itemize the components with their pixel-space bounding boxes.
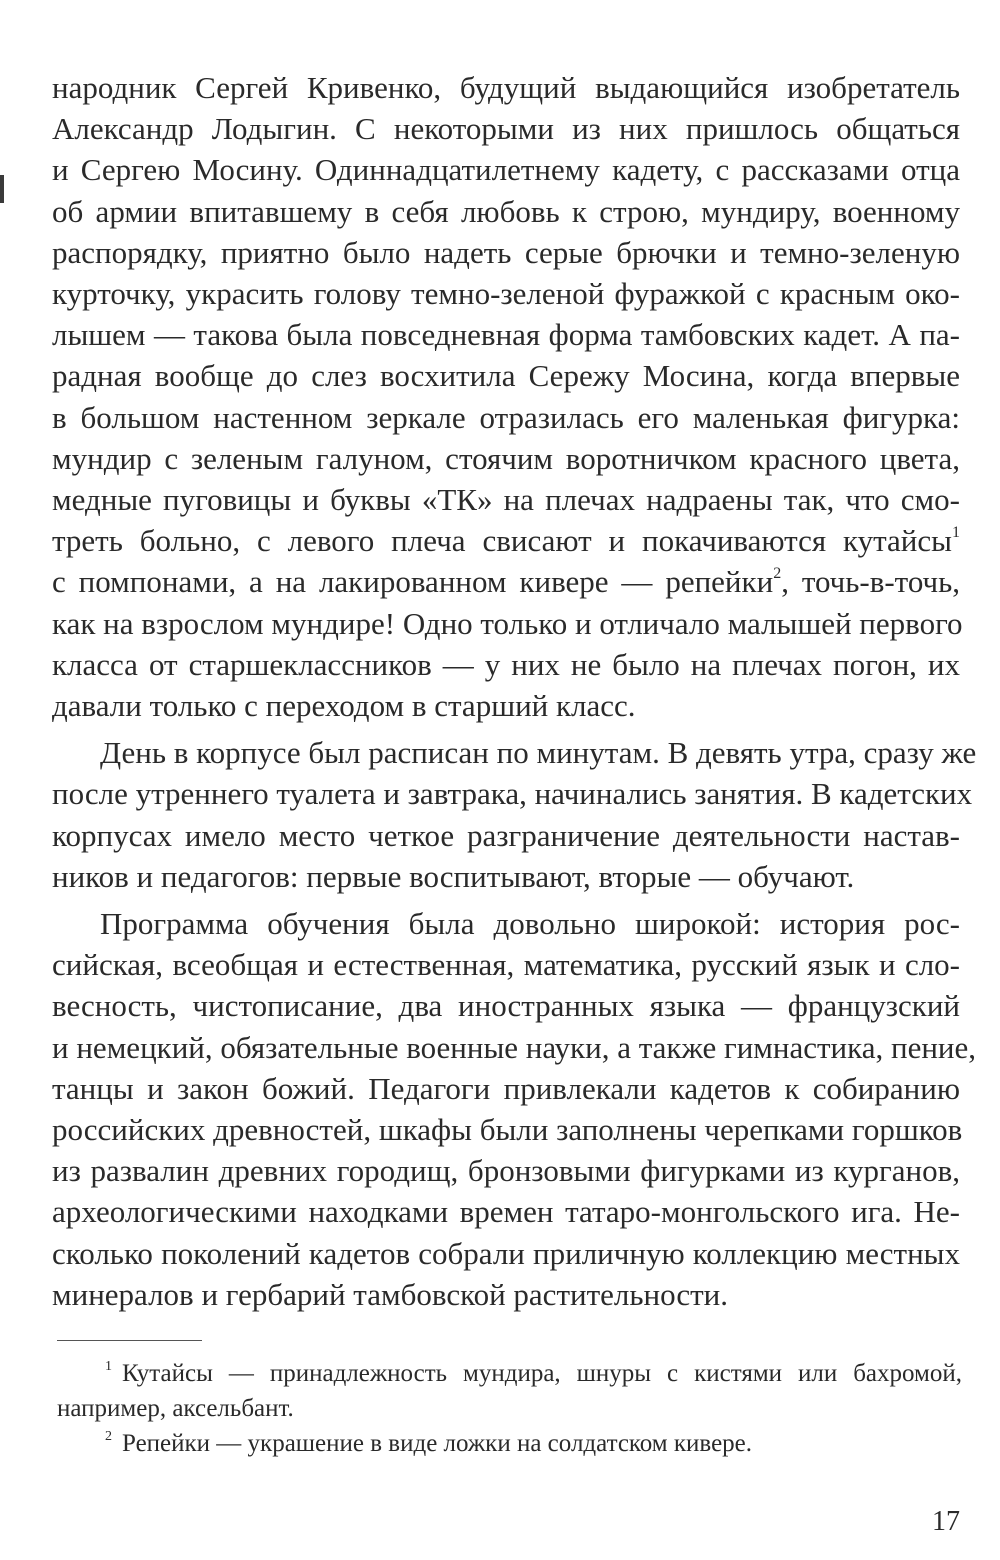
text-line: танцы и закон божий. Педагоги привлекали кадетов к собиранию (52, 1070, 960, 1106)
text-line: из развалин древних городищ, бронзовыми фигурками из курганов, (52, 1153, 960, 1189)
text-line: сколько поколений кадетов собрали приличную коллекцию местных (52, 1235, 960, 1271)
text-segment: , точь-в-точь, (781, 564, 960, 600)
text-line: медные пуговицы и буквы «ТК» на плечах надраены так, что смо- (52, 482, 960, 518)
scan-edge-mark (0, 175, 4, 203)
main-text (52, 67, 977, 1315)
text-line: распорядку, приятно было надеть серые брючки и темно-зеленую (52, 234, 960, 270)
footnote-mark: 2 (105, 1429, 112, 1444)
text-segment: с помпонами, а на лакированном кивере — репейки (52, 564, 774, 600)
text-line: после утреннего туалета и завтрака, начинались занятия. В кадетских (52, 776, 973, 812)
footnote-text: Репейки — украшение в виде ложки на солдатском кивере. (122, 1430, 753, 1457)
text-line: как на взрослом мундире! Одно только и отличало малышей первого (52, 605, 963, 641)
text-line: День в корпусе был расписан по минутам. В девять утра, сразу же (100, 735, 977, 771)
text-line: российских древностей, шкафы были заполнены черепками горшков (52, 1112, 963, 1148)
text-line-with-footnote-ref (52, 520, 960, 561)
text-line: класса от старшеклассников — у них не было на плечах погон, их (52, 646, 960, 682)
text-line: сийская, всеобщая и естественная, математика, русский язык и сло- (52, 947, 960, 983)
text-line: весность, чистописание, два иностранных языка — французский (52, 988, 960, 1024)
text-line: ников и педагогов: первые воспитывают, вторые — обучают. (52, 858, 855, 894)
text-line: мундир с зеленым галуном, стоячим воротничком красного цвета, (52, 440, 960, 476)
text-line: и Сергею Мосину. Одиннадцатилетнему кадету, с рассказами отца (52, 152, 960, 188)
paragraph-2 (52, 732, 977, 897)
text-segment: треть больно, с левого плеча свисают и покачиваются кутайсы (52, 523, 952, 559)
text-line: курточку, украсить голову темно-зеленой фуражкой с красным око- (52, 276, 960, 312)
paragraph-1 (52, 67, 963, 726)
footnote-ref-2[interactable]: 2 (773, 565, 782, 583)
text-line: об армии впитавшему в себя любовь к строю, мундиру, военному (52, 193, 960, 229)
text-line: корпусах имело место четкое разграничение деятельности настав- (52, 817, 960, 853)
text-line: минералов и гербарий тамбовской растительности. (52, 1276, 729, 1312)
text-line: давали только с переходом в старший класс. (52, 688, 636, 724)
footnote-1-continuation: например, аксельбант. (57, 1395, 294, 1422)
text-line-with-footnote-ref (52, 561, 960, 602)
footnote-2 (57, 1426, 962, 1461)
text-line: радная вообще до слез восхитила Сережу Мосина, когда впервые (52, 358, 960, 394)
text-line: Александр Лодыгин. С некоторыми из них пришлось общаться (52, 111, 960, 147)
footnote-ref-1[interactable]: 1 (952, 524, 960, 542)
paragraph-3 (52, 903, 977, 1315)
footnote-divider (57, 1340, 202, 1341)
text-line: народник Сергей Кривенко, будущий выдающийся изобретатель (52, 70, 960, 105)
footnotes (57, 1356, 962, 1461)
footnote-mark: 1 (105, 1359, 112, 1374)
page-number: 17 (932, 1506, 960, 1537)
text-line: Программа обучения была довольно широкой: история рос- (100, 906, 960, 942)
footnote-text: Кутайсы — принадлежность мундира, шнуры с кистями или бахромой, (122, 1360, 962, 1387)
text-line: археологическими находками времен татаро-монгольского ига. Не- (52, 1194, 960, 1230)
footnote-1 (57, 1356, 962, 1391)
text-line: лышем — такова была повседневная форма тамбовских кадет. А па- (52, 317, 960, 353)
text-line: в большом настенном зеркале отразилась его маленькая фигурка: (52, 399, 960, 435)
text-line: и немецкий, обязательные военные науки, а также гимнастика, пение, (52, 1029, 977, 1065)
